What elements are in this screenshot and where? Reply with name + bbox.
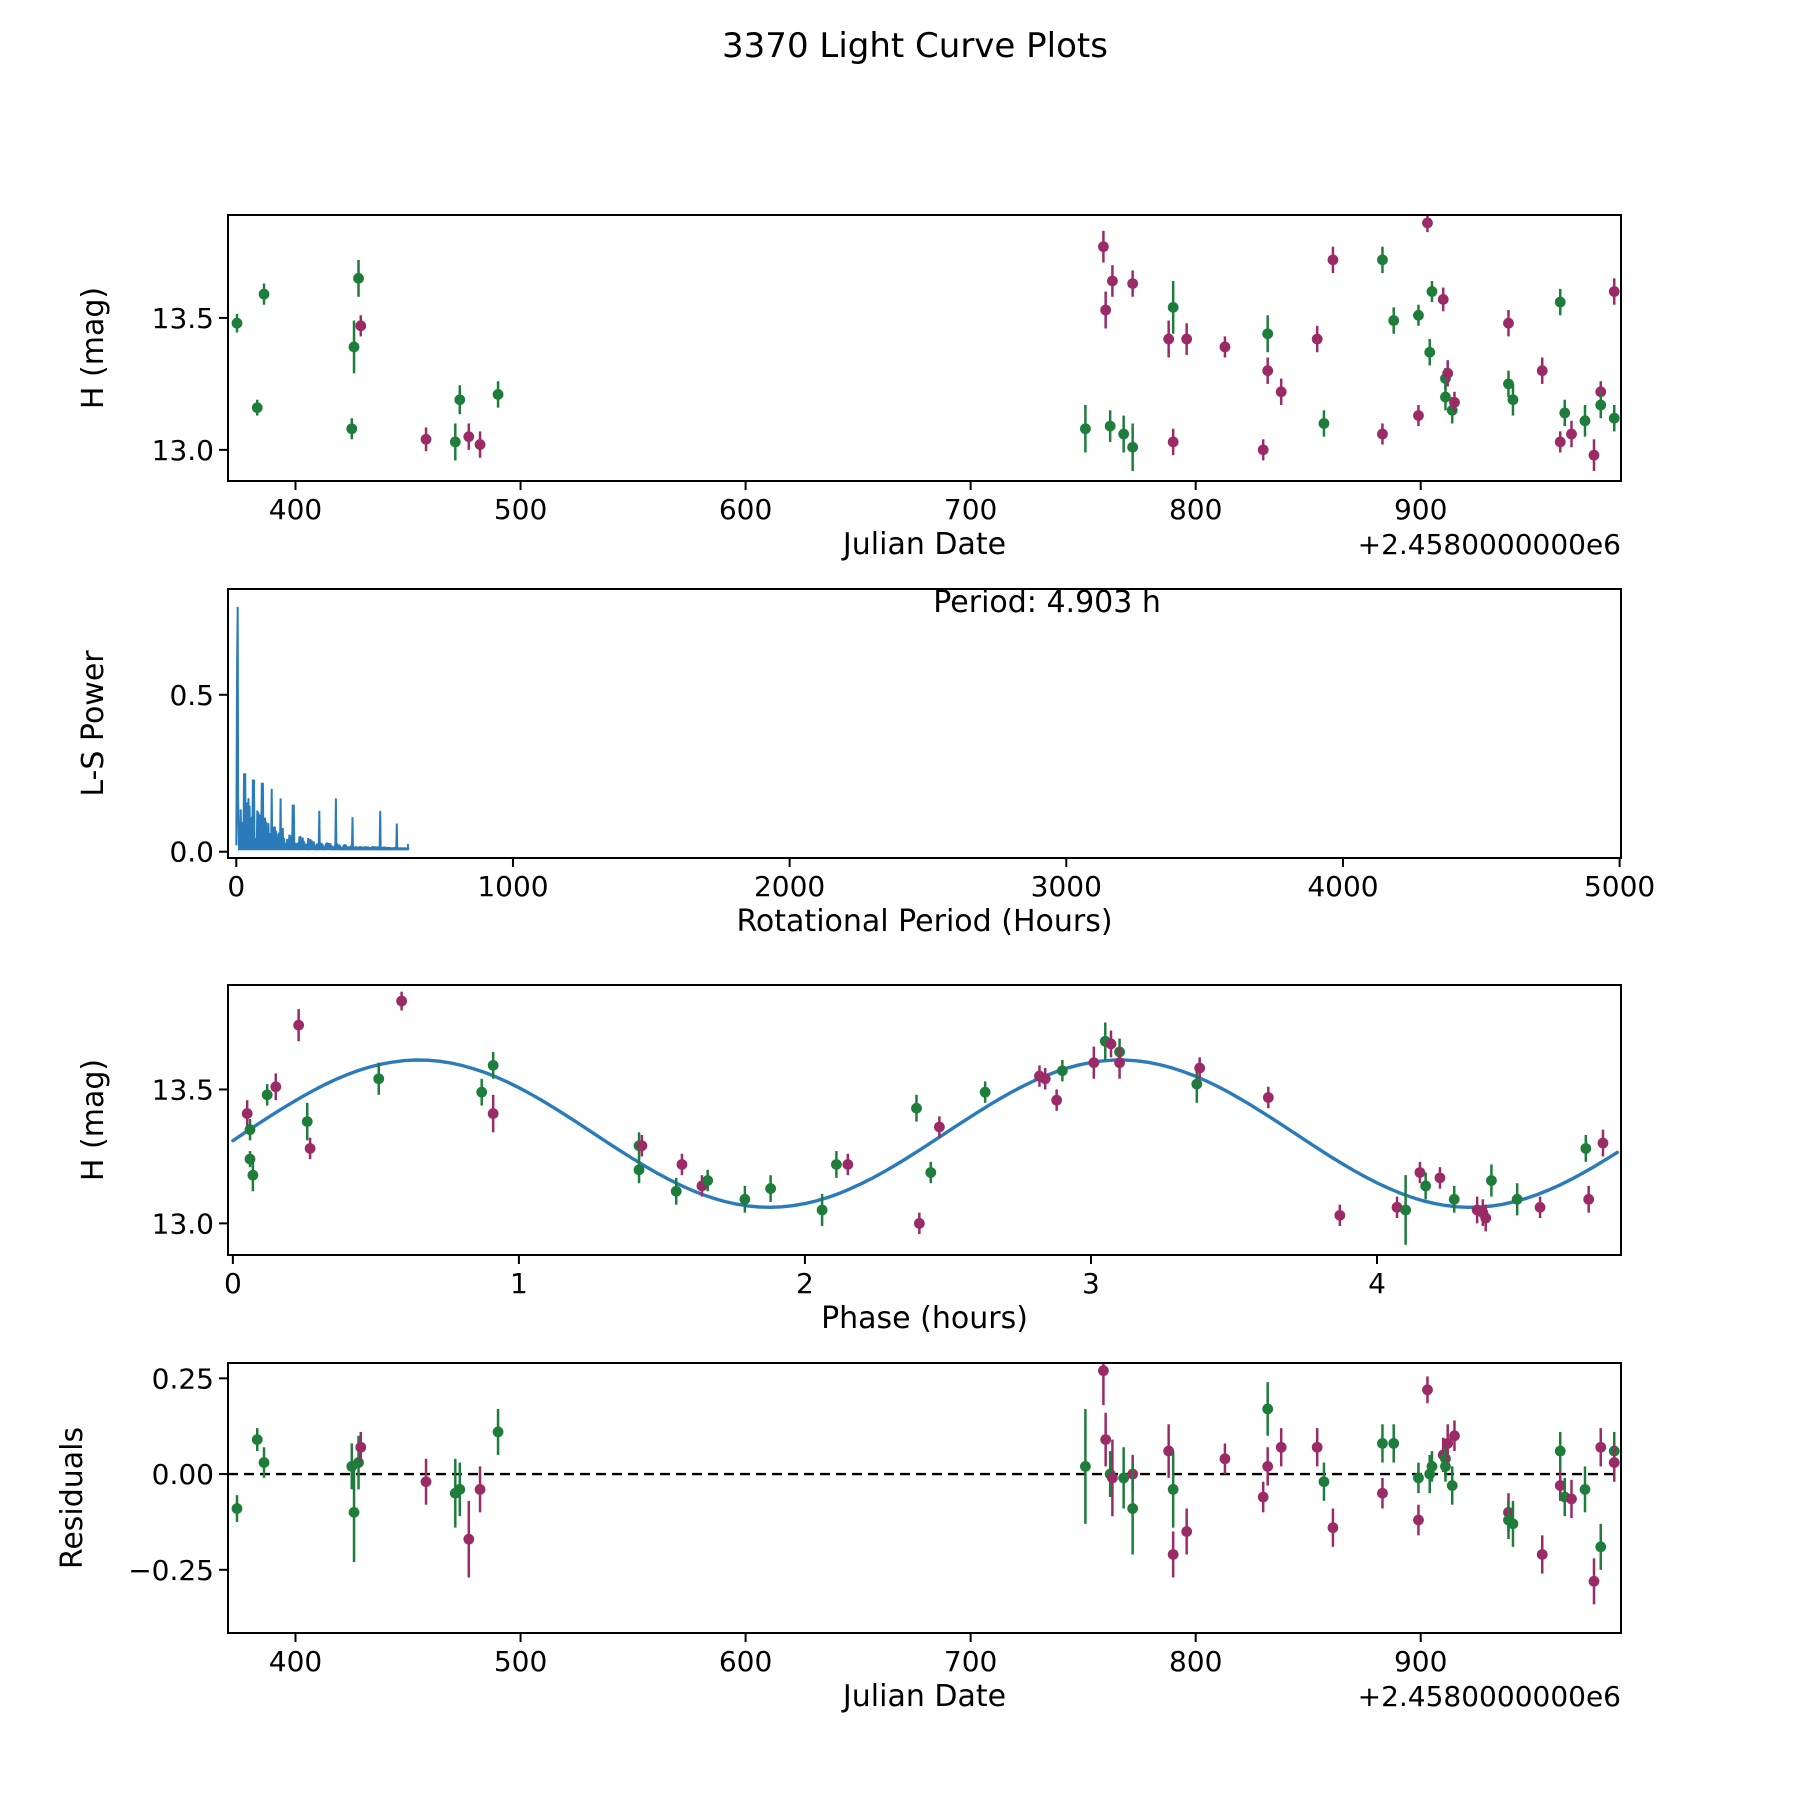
data-point [293, 1020, 304, 1031]
data-point [1127, 442, 1138, 453]
data-point [373, 1073, 384, 1084]
data-point [1098, 241, 1109, 252]
data-point [1127, 1503, 1138, 1514]
data-point [1168, 1549, 1179, 1560]
data-point [1100, 1434, 1111, 1445]
data-point [739, 1194, 750, 1205]
data-point [450, 437, 461, 448]
x-tick-label: 400 [268, 1645, 323, 1678]
data-point [842, 1159, 853, 1170]
data-point [259, 1457, 270, 1468]
data-point [634, 1164, 645, 1175]
errorbar-series [232, 1336, 1620, 1604]
data-point [1168, 1484, 1179, 1495]
data-point [1168, 302, 1179, 313]
data-point [1609, 286, 1620, 297]
data-point [355, 1442, 366, 1453]
data-point [1100, 305, 1111, 316]
data-point [1319, 418, 1330, 429]
data-point [934, 1122, 945, 1133]
data-point [980, 1087, 991, 1098]
data-point [1220, 342, 1231, 353]
y-tick-label: 13.5 [151, 1073, 214, 1107]
data-point [232, 1503, 243, 1514]
x-tick-label: 2 [796, 1267, 814, 1300]
data-point [1435, 1172, 1446, 1183]
y-axis-label: Residuals [55, 1426, 90, 1570]
data-point [1503, 318, 1514, 329]
data-point [1580, 415, 1591, 426]
data-point [488, 1060, 499, 1071]
data-point [1580, 1143, 1591, 1154]
data-point [1262, 365, 1273, 376]
periodogram-plot [76, 585, 1655, 939]
data-point [1262, 1404, 1273, 1415]
y-tick-label: 13.0 [151, 433, 214, 467]
data-point [262, 1089, 273, 1100]
data-point [914, 1218, 925, 1229]
data-point [1580, 1484, 1591, 1495]
data-point [1535, 1202, 1546, 1213]
data-point [1566, 1494, 1577, 1505]
data-point [1449, 397, 1460, 408]
data-point [259, 289, 270, 300]
x-tick-label: 600 [718, 493, 773, 526]
data-point [1595, 1442, 1606, 1453]
data-point [765, 1183, 776, 1194]
data-point [1262, 328, 1273, 339]
figure-title: 3370 Light Curve Plots [722, 26, 1108, 66]
x-tick-label: 500 [493, 493, 548, 526]
data-point [1512, 1194, 1523, 1205]
x-tick-label: 3000 [1030, 870, 1102, 903]
y-axis-label: H (mag) [76, 1058, 111, 1182]
data-point [1438, 294, 1449, 305]
data-point [476, 1087, 487, 1098]
data-point [1080, 1461, 1091, 1472]
data-point [911, 1103, 922, 1114]
data-point [421, 1476, 432, 1487]
data-point [702, 1175, 713, 1186]
x-tick-label: 600 [718, 1645, 773, 1678]
data-point [1555, 437, 1566, 448]
data-point [1442, 368, 1453, 379]
data-point [817, 1205, 828, 1216]
data-point [1449, 1194, 1460, 1205]
data-point [1107, 1472, 1118, 1483]
data-point [925, 1167, 936, 1178]
x-tick-label: 0 [227, 870, 246, 903]
data-point [305, 1143, 316, 1154]
data-point [1377, 1488, 1388, 1499]
data-point [1377, 254, 1388, 265]
axes-frame [228, 215, 1621, 481]
axes-frame [228, 1363, 1621, 1633]
period-annotation: Period: 4.903 h [933, 585, 1161, 620]
x-tick-label: 0 [223, 1267, 242, 1300]
data-point [1088, 1057, 1099, 1068]
data-point [1400, 1205, 1411, 1216]
data-point [252, 1434, 263, 1445]
axes-frame [228, 985, 1621, 1255]
data-point [1388, 315, 1399, 326]
y-axis-label: L-S Power [76, 650, 111, 797]
data-point [1220, 1453, 1231, 1464]
x-tick-label: 900 [1393, 493, 1448, 526]
phased-light-curve-plot [76, 985, 1621, 1336]
data-point [349, 342, 360, 353]
data-point [1422, 1384, 1433, 1395]
data-point [1098, 1365, 1109, 1376]
y-tick-label: 13.5 [151, 301, 214, 335]
data-point [1589, 1576, 1600, 1587]
data-point [346, 423, 357, 434]
data-point [1413, 1515, 1424, 1526]
data-point [1440, 392, 1451, 403]
data-point [493, 389, 504, 400]
data-point [1598, 1138, 1609, 1149]
x-axis-label: Phase (hours) [821, 1301, 1028, 1336]
x-tick-label: 900 [1393, 1645, 1448, 1678]
data-point [1276, 1442, 1287, 1453]
data-point [1415, 1167, 1426, 1178]
x-tick-label: 1 [509, 1267, 528, 1300]
data-point [831, 1159, 842, 1170]
data-point [475, 1484, 486, 1495]
data-point [1559, 408, 1570, 419]
data-point [1537, 1549, 1548, 1560]
data-point [1427, 1461, 1438, 1472]
data-point [1609, 1457, 1620, 1468]
data-point [247, 1170, 258, 1181]
x-axis-label: Julian Date [842, 527, 1007, 562]
data-point [1508, 394, 1519, 405]
data-point [1163, 334, 1174, 345]
data-point [1486, 1175, 1497, 1186]
data-point [421, 434, 432, 445]
data-point [1106, 1039, 1117, 1050]
x-tick-label: 4 [1368, 1267, 1386, 1300]
data-point [1609, 413, 1620, 424]
data-point [1080, 423, 1091, 434]
data-point [1537, 365, 1548, 376]
data-point [1413, 410, 1424, 421]
x-tick-label: 400 [268, 493, 323, 526]
data-point [1566, 429, 1577, 440]
data-point [1168, 437, 1179, 448]
x-axis-label: Julian Date [842, 1679, 1007, 1714]
data-point [1508, 1518, 1519, 1529]
x-tick-label: 4000 [1307, 870, 1379, 903]
data-point [232, 318, 243, 329]
data-point [270, 1081, 281, 1092]
y-tick-label: −0.25 [128, 1553, 214, 1587]
x-tick-label: 5000 [1583, 870, 1656, 903]
data-point [1194, 1063, 1205, 1074]
data-point [302, 1116, 313, 1127]
data-point [475, 439, 486, 450]
data-point [245, 1124, 256, 1135]
data-point [636, 1140, 647, 1151]
data-point [1449, 1430, 1460, 1441]
data-point [1589, 450, 1600, 461]
residuals-plot [55, 1336, 1621, 1714]
errorbar-series [232, 214, 1620, 471]
x-axis-label: Rotational Period (Hours) [736, 904, 1113, 939]
x-axis-offset: +2.4580000000e6 [1357, 528, 1621, 561]
data-point [1312, 1442, 1323, 1453]
x-tick-label: 500 [493, 1645, 548, 1678]
axes-frame [228, 589, 1621, 858]
data-point [1555, 1446, 1566, 1457]
data-point [396, 996, 407, 1007]
fit-series [233, 1060, 1617, 1207]
x-tick-label: 1000 [477, 870, 549, 903]
x-tick-label: 800 [1168, 1645, 1223, 1678]
x-tick-label: 700 [943, 493, 998, 526]
data-point [1263, 1092, 1274, 1103]
sinusoid-fit-line [233, 1060, 1617, 1207]
data-point [1191, 1079, 1202, 1090]
data-point [463, 431, 474, 442]
data-point [1420, 1180, 1431, 1191]
data-point [1312, 334, 1323, 345]
data-point [1413, 1472, 1424, 1483]
data-point [1422, 218, 1433, 229]
data-point [252, 402, 263, 413]
data-point [1480, 1213, 1491, 1224]
y-tick-label: 0.0 [169, 835, 214, 869]
data-point [488, 1108, 499, 1119]
data-point [353, 273, 364, 284]
data-point [1276, 386, 1287, 397]
data-point [454, 394, 465, 405]
data-point [1424, 347, 1435, 358]
data-point [1388, 1438, 1399, 1449]
data-point [1595, 1541, 1606, 1552]
y-tick-label: 0.5 [169, 678, 214, 712]
x-tick-label: 2000 [753, 870, 826, 903]
data-point [671, 1186, 682, 1197]
data-point [1258, 444, 1269, 455]
data-point [349, 1507, 360, 1518]
y-tick-label: 0.00 [151, 1458, 214, 1492]
x-tick-label: 800 [1168, 493, 1223, 526]
data-point [353, 1457, 364, 1468]
y-tick-label: 0.25 [151, 1362, 214, 1396]
data-point [1440, 1453, 1451, 1464]
data-point [1328, 254, 1339, 265]
x-tick-label: 3 [1082, 1267, 1100, 1300]
data-point [1555, 297, 1566, 308]
x-axis-offset: +2.4580000000e6 [1357, 1680, 1621, 1713]
data-point [1447, 1480, 1458, 1491]
jd-light-curve-plot [76, 214, 1621, 562]
x-tick-label: 700 [943, 1645, 998, 1678]
data-point [1105, 421, 1116, 432]
data-point [1127, 278, 1138, 289]
y-tick-label: 13.0 [151, 1207, 214, 1241]
data-point [1262, 1461, 1273, 1472]
data-point [1181, 1526, 1192, 1537]
data-point [1051, 1095, 1062, 1106]
data-point [355, 320, 366, 331]
data-point [1328, 1522, 1339, 1533]
data-point [1107, 276, 1118, 287]
data-point [1114, 1057, 1125, 1068]
data-point [463, 1534, 474, 1545]
power-spectrum-line [236, 607, 408, 850]
errorbar-series [242, 992, 1609, 1245]
data-point [1258, 1492, 1269, 1503]
data-point [1583, 1194, 1594, 1205]
data-point [493, 1427, 504, 1438]
data-point [1377, 1438, 1388, 1449]
data-point [1040, 1073, 1051, 1084]
data-point [242, 1108, 253, 1119]
periodogram-series [236, 607, 408, 850]
data-point [1427, 286, 1438, 297]
data-point [1595, 400, 1606, 411]
data-point [677, 1159, 688, 1170]
data-point [1057, 1065, 1068, 1076]
data-point [454, 1484, 465, 1495]
data-point [1118, 429, 1129, 440]
data-point [1377, 429, 1388, 440]
y-axis-label: H (mag) [76, 286, 111, 410]
data-point [1181, 334, 1192, 345]
data-point [1413, 310, 1424, 321]
data-point [1319, 1476, 1330, 1487]
data-point [1334, 1210, 1345, 1221]
